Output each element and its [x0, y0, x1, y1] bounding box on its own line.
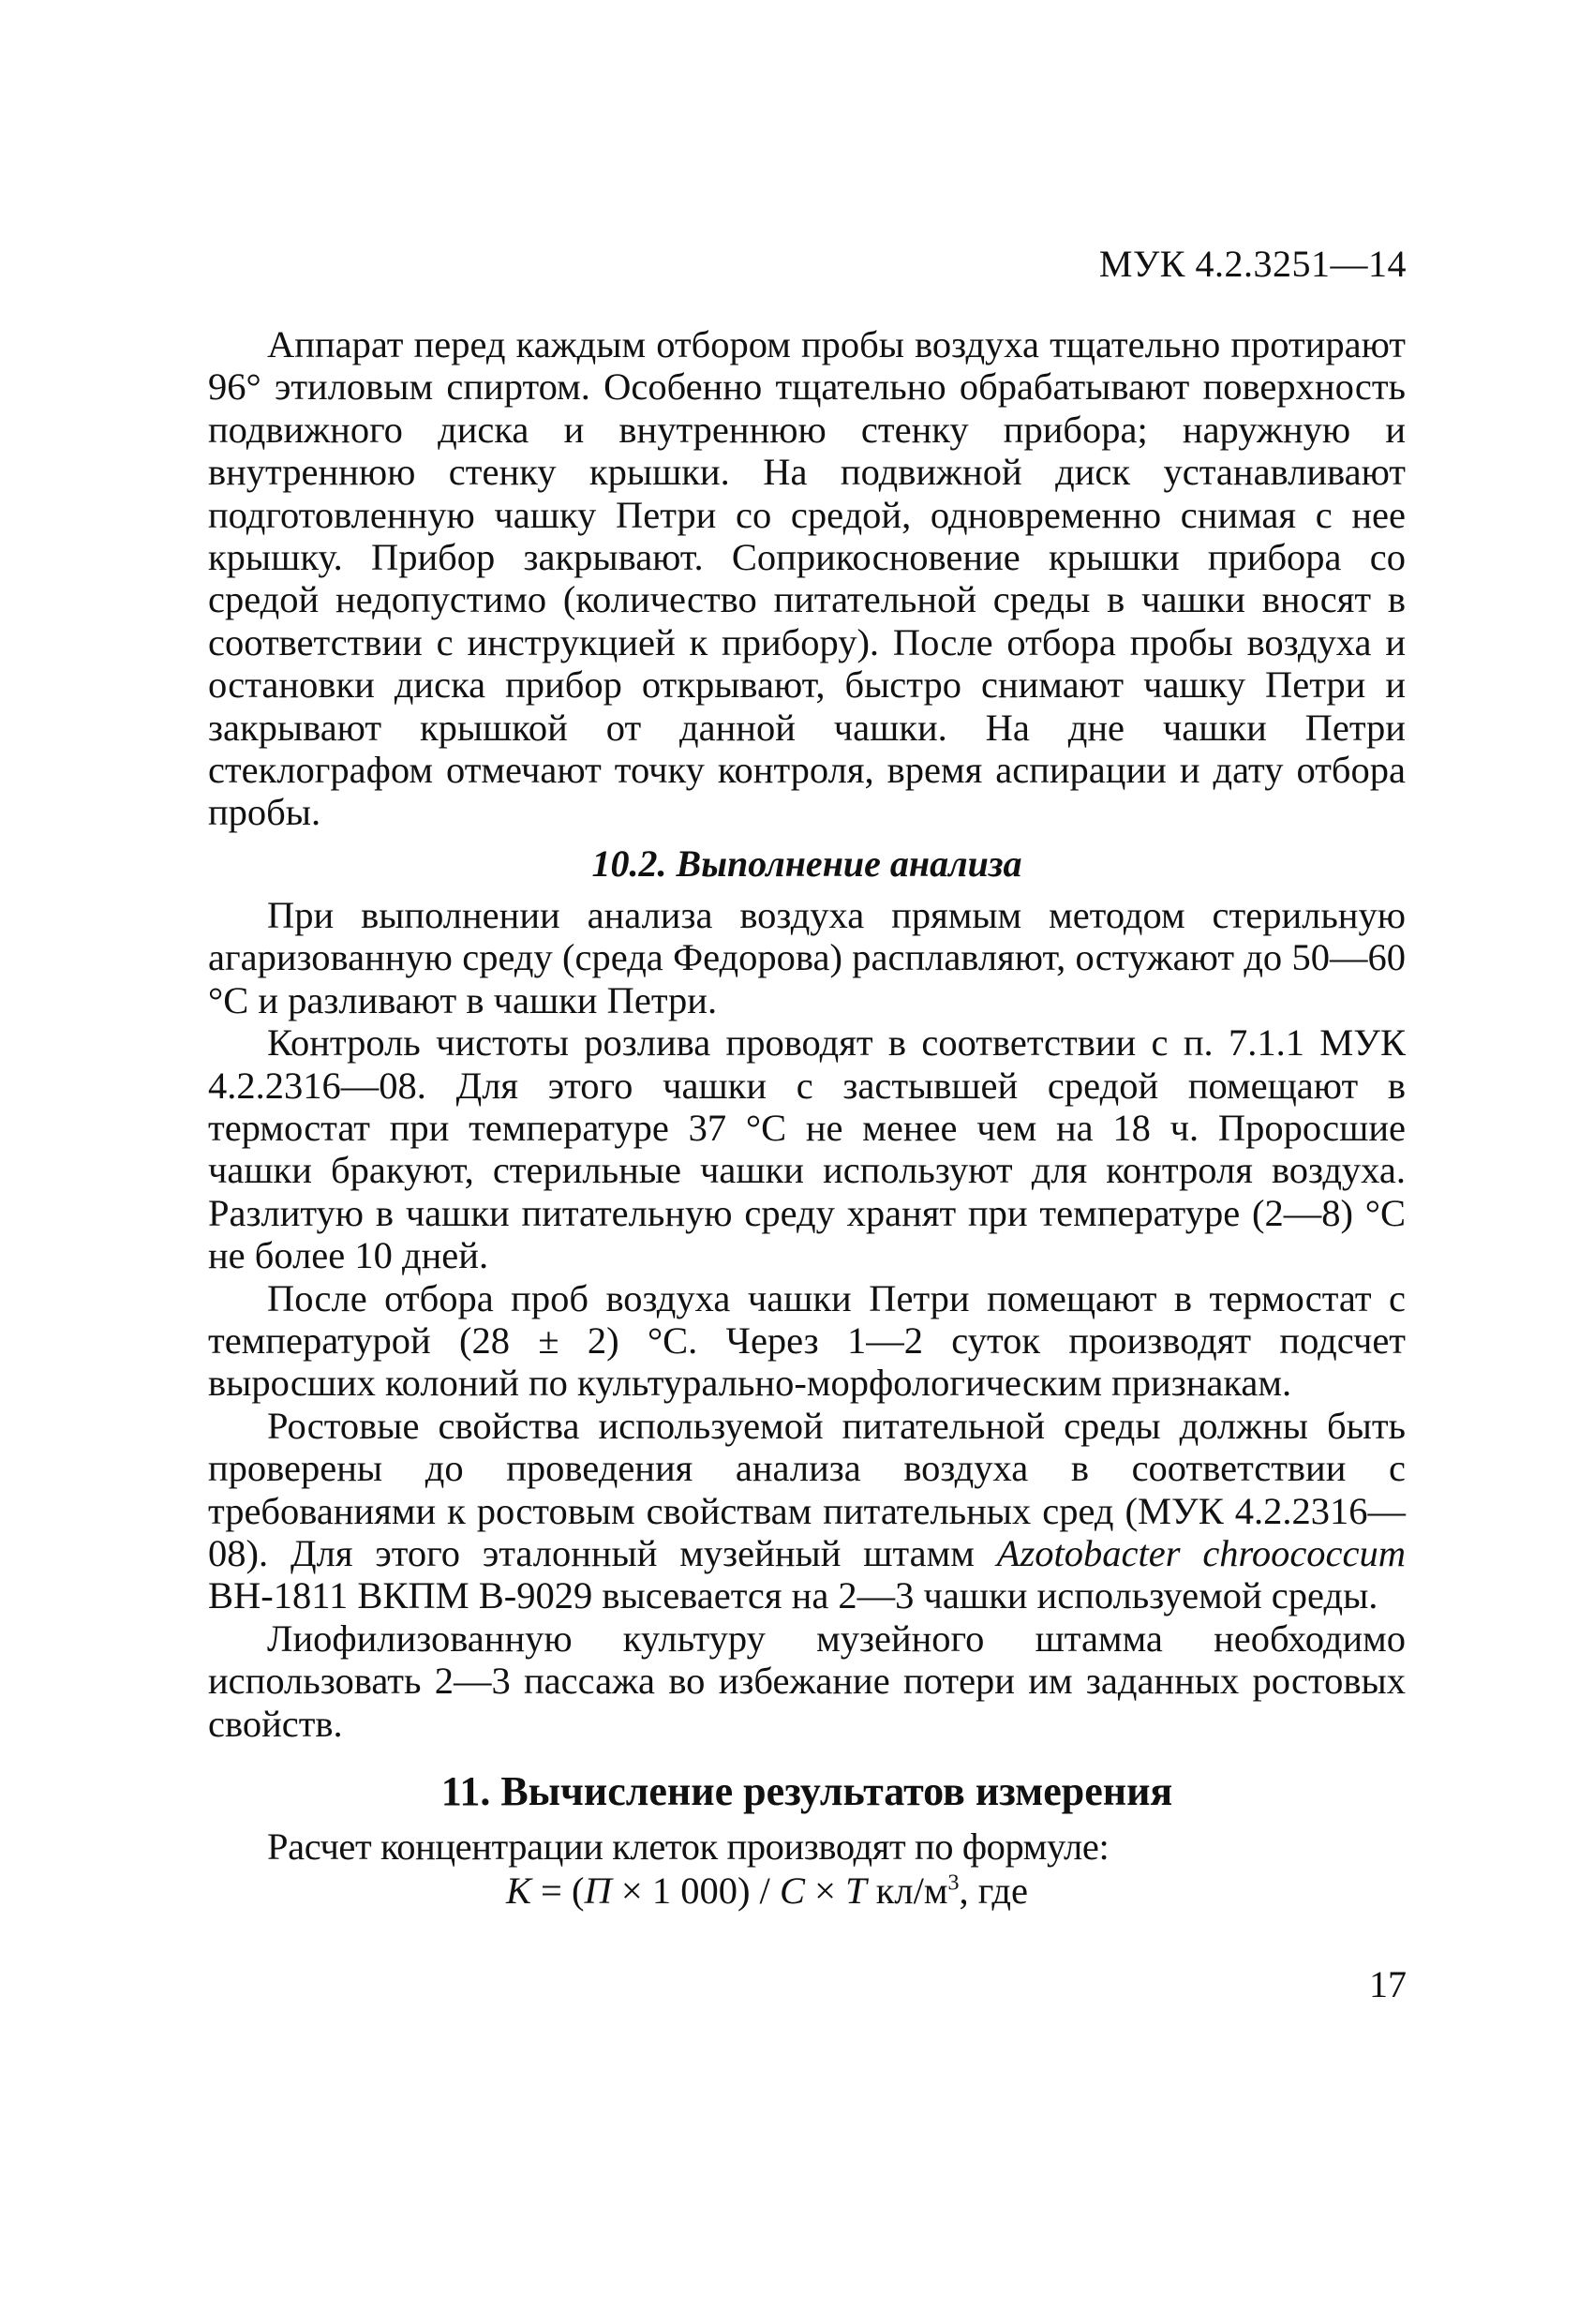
- paragraph-purity-control: Контроль чистоты розлива проводят в соответствии с п. 7.1.1 МУК 4.2.2316—08. Для этого чашки с застывшей средой помещают в термостат при температуре 37 °С не менее чем на 18 ч. Проросшие чашки бракуют, стерильные чашки используют для контроля воздуха. Разлитую в чашки питательную среду хранят при температуре (2—8) °С не более 10 дней.: [208, 1021, 1406, 1277]
- formula-tail: , где: [959, 1870, 1028, 1913]
- formula-times: ×: [804, 1870, 846, 1913]
- formula-var-t: Т: [845, 1870, 867, 1913]
- paragraph-growth-properties: [208, 1405, 1406, 1617]
- paragraph-apparatus-preparation: Аппарат перед каждым отбором пробы воздуха тщательно протирают 96° этиловым спиртом. Особенно тщательно обрабатывают поверхность подвижного диска и внутреннюю стенку прибора; наружную и внутреннюю стенку крышки. На подвижной диск устанавливают подготовленную чашку Петри со средой, одновременно снимая с нее крышку. Прибор закрывают. Соприкосновение крышки прибора со средой недопустимо (количество питательной среды в чашки вносят в соответствии с инструкцией к прибору). После отбора пробы воздуха и остановки диска прибор открывают, быстро снимают чашку Петри и закрывают крышкой от данной чашки. На дне чашки Петри стеклографом отмечают точку контроля, время аспирации и дату отбора пробы.: [208, 323, 1406, 834]
- strain-species-name: Azotobacter chroococcum: [996, 1531, 1406, 1574]
- formula-equals: = (: [530, 1870, 585, 1913]
- formula-mid: × 1 000) /: [611, 1870, 780, 1913]
- formula-var-c: С: [779, 1870, 805, 1913]
- concentration-formula: [208, 1870, 1406, 1912]
- formula-unit-exponent: 3: [947, 1870, 960, 1896]
- formula-intro: Расчет концентрации клеток производят по формуле:: [267, 1825, 1110, 1868]
- growth-properties-text-start: Ростовые свойства используемой питательной среды должны быть проверены до проведения анализа воздуха в соответствии с требованиями к ростовым свойствам питательных сред (МУК 4.2.2316—08). Для этого эталонный музейный штамм: [208, 1404, 1406, 1574]
- running-header-doc-code: МУК 4.2.3251—14: [1098, 243, 1407, 285]
- page-number: 17: [1369, 1963, 1407, 2005]
- body-text: [208, 323, 1406, 1913]
- section-heading-11: 11. Вычисление результатов измерения: [440, 1768, 1173, 1814]
- formula-lhs: К: [506, 1870, 531, 1913]
- formula-unit: кл/м: [866, 1870, 948, 1913]
- paragraph-incubation: После отбора проб воздуха чашки Петри помещают в термостат с температурой (28 ± 2) °С. Через 1—2 суток производят подсчет выросших колоний по культурально-морфологическим признакам.: [208, 1276, 1406, 1405]
- paragraph-direct-method: При выполнении анализа воздуха прямым методом стерильную агаризованную среду (среда Федорова) расплавляют, остужают до 50—60 °С и разливают в чашки Петри.: [208, 893, 1406, 1021]
- growth-properties-text-end: ВН-1811 ВКПМ В-9029 высевается на 2—3 чашки используемой среды.: [208, 1574, 1378, 1617]
- formula-var-p: П: [584, 1870, 612, 1913]
- paragraph-lyophilized-culture: Лиофилизованную культуру музейного штамма необходимо использовать 2—3 пассажа во избежание потери им заданных ростовых свойств.: [208, 1616, 1406, 1745]
- subsection-heading-10-2: 10.2. Выполнение анализа: [591, 842, 1022, 885]
